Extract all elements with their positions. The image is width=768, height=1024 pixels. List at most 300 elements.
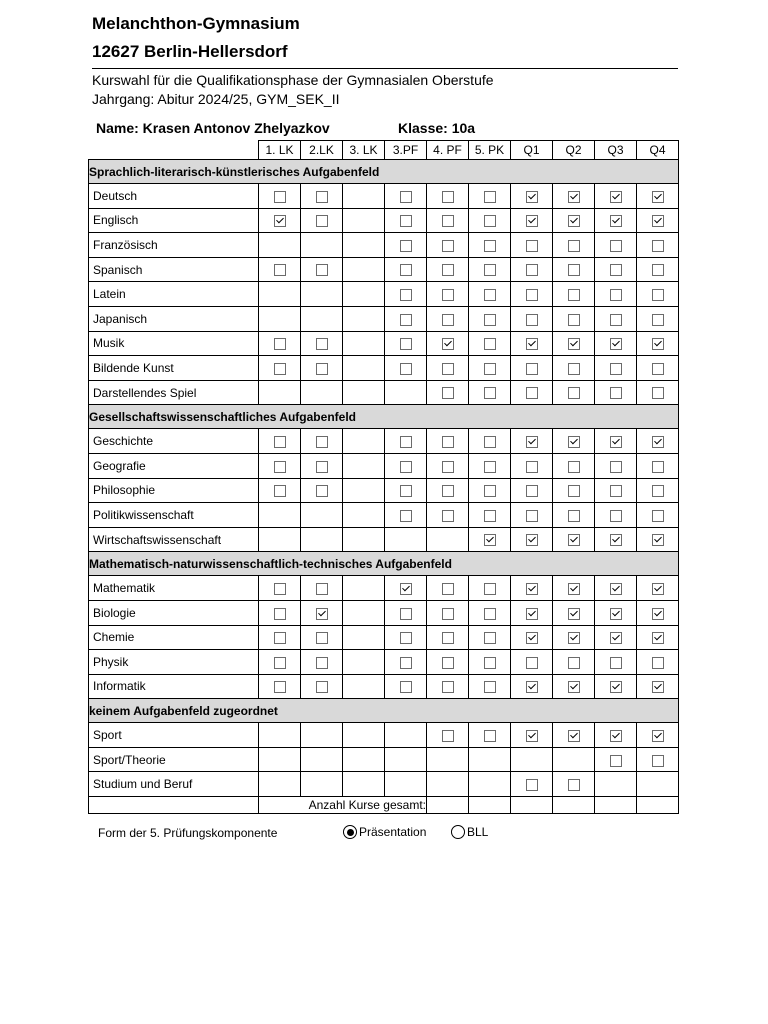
checked-checkbox-icon[interactable]: [568, 583, 580, 595]
checkbox-icon[interactable]: [274, 191, 286, 203]
checked-checkbox-icon[interactable]: [652, 534, 664, 546]
course-cell: [595, 478, 637, 503]
section-title: Sprachlich-literarisch-künstlerisches Aufgabenfeld: [89, 160, 679, 184]
course-cell: [259, 674, 301, 699]
checkbox-icon[interactable]: [610, 657, 622, 669]
checkbox-icon[interactable]: [442, 191, 454, 203]
checkbox-icon[interactable]: [652, 289, 664, 301]
checked-checkbox-icon[interactable]: [526, 215, 538, 227]
course-cell: [637, 747, 679, 772]
checkbox-icon[interactable]: [442, 289, 454, 301]
checkbox-icon[interactable]: [568, 240, 580, 252]
subject-name: Französisch: [89, 233, 259, 258]
table-row: [89, 625, 679, 650]
checkbox-icon[interactable]: [526, 264, 538, 276]
checked-checkbox-icon[interactable]: [526, 583, 538, 595]
table-row: [89, 306, 679, 331]
checkbox-icon[interactable]: [484, 681, 496, 693]
checkbox-icon[interactable]: [316, 583, 328, 595]
checked-checkbox-icon[interactable]: [610, 730, 622, 742]
checkbox-icon[interactable]: [484, 485, 496, 497]
course-cell: [637, 233, 679, 258]
checkbox-icon[interactable]: [484, 289, 496, 301]
course-cell: [385, 503, 427, 528]
checked-checkbox-icon[interactable]: [652, 436, 664, 448]
checkbox-icon[interactable]: [400, 240, 412, 252]
checkbox-icon[interactable]: [652, 755, 664, 767]
checkbox-icon[interactable]: [652, 264, 664, 276]
checkbox-icon[interactable]: [610, 240, 622, 252]
course-cell: [301, 723, 343, 748]
checkbox-icon[interactable]: [442, 215, 454, 227]
checked-checkbox-icon[interactable]: [610, 215, 622, 227]
course-cell: [595, 453, 637, 478]
checked-checkbox-icon[interactable]: [568, 191, 580, 203]
course-cell: [259, 650, 301, 675]
checked-checkbox-icon[interactable]: [610, 338, 622, 350]
checkbox-icon[interactable]: [526, 485, 538, 497]
checkbox-icon[interactable]: [484, 461, 496, 473]
checkbox-icon[interactable]: [568, 363, 580, 375]
checkbox-icon[interactable]: [400, 510, 412, 522]
checkbox-icon[interactable]: [652, 485, 664, 497]
checkbox-icon[interactable]: [316, 215, 328, 227]
course-cell: [469, 747, 511, 772]
course-cell: [637, 282, 679, 307]
checkbox-icon[interactable]: [400, 289, 412, 301]
table-row: [89, 453, 679, 478]
course-cell: [427, 306, 469, 331]
checked-checkbox-icon[interactable]: [652, 191, 664, 203]
checked-checkbox-icon[interactable]: [610, 436, 622, 448]
course-cell: [259, 723, 301, 748]
course-cell: [301, 233, 343, 258]
subject-name: Deutsch: [89, 184, 259, 209]
checkbox-icon[interactable]: [274, 608, 286, 620]
course-cell: [301, 208, 343, 233]
checkbox-icon[interactable]: [274, 681, 286, 693]
course-cell: [427, 331, 469, 356]
checkbox-icon[interactable]: [400, 314, 412, 326]
course-cell: [427, 747, 469, 772]
course-cell: [385, 527, 427, 552]
checked-checkbox-icon[interactable]: [652, 681, 664, 693]
course-cell: [427, 600, 469, 625]
checkbox-icon[interactable]: [568, 289, 580, 301]
checkbox-icon[interactable]: [316, 264, 328, 276]
course-cell: [637, 527, 679, 552]
checked-checkbox-icon[interactable]: [652, 632, 664, 644]
column-header: 4. PF: [427, 141, 469, 160]
course-cell: [637, 356, 679, 381]
checkbox-icon[interactable]: [274, 338, 286, 350]
course-cell: [427, 527, 469, 552]
course-cell: [385, 723, 427, 748]
checked-checkbox-icon[interactable]: [568, 632, 580, 644]
course-cell: [385, 674, 427, 699]
checkbox-icon[interactable]: [442, 314, 454, 326]
subject-name: Chemie: [89, 625, 259, 650]
checkbox-icon[interactable]: [316, 436, 328, 448]
checkbox-icon[interactable]: [484, 608, 496, 620]
course-cell: [259, 331, 301, 356]
checkbox-icon[interactable]: [400, 608, 412, 620]
checkbox-icon[interactable]: [484, 314, 496, 326]
checked-checkbox-icon[interactable]: [568, 681, 580, 693]
checkbox-icon[interactable]: [400, 215, 412, 227]
checked-checkbox-icon[interactable]: [400, 583, 412, 595]
checkbox-icon[interactable]: [316, 461, 328, 473]
checkbox-icon[interactable]: [610, 510, 622, 522]
course-cell: [385, 356, 427, 381]
course-cell: [469, 503, 511, 528]
course-cell: [259, 600, 301, 625]
checkbox-icon[interactable]: [484, 191, 496, 203]
checked-checkbox-icon[interactable]: [526, 436, 538, 448]
course-cell: [259, 306, 301, 331]
checked-checkbox-icon[interactable]: [652, 338, 664, 350]
course-cell: [385, 429, 427, 454]
course-cell: [343, 674, 385, 699]
checkbox-icon[interactable]: [316, 681, 328, 693]
checkbox-icon[interactable]: [274, 363, 286, 375]
checkbox-icon[interactable]: [274, 436, 286, 448]
checked-checkbox-icon[interactable]: [274, 215, 286, 227]
checked-checkbox-icon[interactable]: [568, 730, 580, 742]
course-cell: [427, 576, 469, 601]
subject-name: Musik: [89, 331, 259, 356]
course-cell: [343, 625, 385, 650]
checkbox-icon[interactable]: [442, 363, 454, 375]
course-cell: [343, 356, 385, 381]
checked-checkbox-icon[interactable]: [316, 608, 328, 620]
course-cell: [343, 380, 385, 405]
checkbox-icon[interactable]: [274, 485, 286, 497]
checkbox-icon[interactable]: [400, 657, 412, 669]
checkbox-icon[interactable]: [484, 657, 496, 669]
checkbox-icon[interactable]: [442, 240, 454, 252]
year-line: Jahrgang: Abitur 2024/25, GYM_SEK_II: [92, 91, 340, 107]
checkbox-icon[interactable]: [400, 485, 412, 497]
checkbox-icon[interactable]: [568, 779, 580, 791]
checkbox-icon[interactable]: [652, 387, 664, 399]
checkbox-icon[interactable]: [400, 264, 412, 276]
table-row: [89, 723, 679, 748]
checked-checkbox-icon[interactable]: [526, 681, 538, 693]
course-cell: [427, 282, 469, 307]
course-cell: [511, 282, 553, 307]
checkbox-icon[interactable]: [610, 289, 622, 301]
subject-name: Wirtschaftswissenschaft: [89, 527, 259, 552]
checked-checkbox-icon[interactable]: [652, 583, 664, 595]
course-cell: [511, 650, 553, 675]
checkbox-icon[interactable]: [610, 461, 622, 473]
checkbox-icon[interactable]: [610, 755, 622, 767]
course-cell: [469, 233, 511, 258]
header-divider: [92, 68, 678, 69]
course-cell: [301, 478, 343, 503]
course-cell: [259, 233, 301, 258]
checkbox-icon[interactable]: [484, 264, 496, 276]
checkbox-icon[interactable]: [316, 191, 328, 203]
checkbox-icon[interactable]: [316, 657, 328, 669]
exam-form-label: Form der 5. Prüfungskomponente: [98, 826, 278, 840]
checked-checkbox-icon[interactable]: [610, 632, 622, 644]
table-row: [89, 184, 679, 209]
checkbox-icon[interactable]: [400, 461, 412, 473]
checkbox-icon[interactable]: [526, 510, 538, 522]
course-cell: [259, 625, 301, 650]
checkbox-icon[interactable]: [400, 681, 412, 693]
checkbox-icon[interactable]: [526, 387, 538, 399]
checkbox-icon[interactable]: [484, 632, 496, 644]
checked-checkbox-icon[interactable]: [568, 338, 580, 350]
checkbox-icon[interactable]: [400, 436, 412, 448]
course-cell: [553, 625, 595, 650]
checkbox-icon[interactable]: [568, 314, 580, 326]
course-cell: [637, 478, 679, 503]
course-cell: [595, 747, 637, 772]
checkbox-icon[interactable]: [652, 240, 664, 252]
checkbox-icon[interactable]: [484, 510, 496, 522]
checkbox-icon[interactable]: [610, 363, 622, 375]
checkbox-icon[interactable]: [316, 363, 328, 375]
checkbox-icon[interactable]: [400, 363, 412, 375]
course-cell: [385, 257, 427, 282]
course-cell: [595, 331, 637, 356]
radio-bll[interactable]: [451, 825, 488, 839]
checkbox-icon[interactable]: [610, 387, 622, 399]
checkbox-icon[interactable]: [568, 485, 580, 497]
section-title: Mathematisch-naturwissenschaftlich-technisches Aufgabenfeld: [89, 552, 679, 576]
course-cell: [595, 233, 637, 258]
subject-name: Bildende Kunst: [89, 356, 259, 381]
course-cell: [637, 331, 679, 356]
checkbox-icon[interactable]: [316, 338, 328, 350]
course-cell: [343, 257, 385, 282]
course-cell: [469, 723, 511, 748]
course-cell: [595, 282, 637, 307]
course-cell: [637, 208, 679, 233]
checkbox-icon[interactable]: [526, 461, 538, 473]
course-cell: [553, 723, 595, 748]
course-cell: [385, 184, 427, 209]
checked-checkbox-icon[interactable]: [610, 608, 622, 620]
course-cell: [553, 429, 595, 454]
checkbox-icon[interactable]: [610, 485, 622, 497]
checkbox-icon[interactable]: [316, 632, 328, 644]
course-cell: [343, 576, 385, 601]
course-cell: [469, 453, 511, 478]
course-cell: [343, 747, 385, 772]
course-cell: [595, 650, 637, 675]
course-cell: [511, 208, 553, 233]
column-header: 3.PF: [385, 141, 427, 160]
checked-checkbox-icon[interactable]: [526, 534, 538, 546]
course-cell: [343, 306, 385, 331]
checkbox-icon[interactable]: [568, 461, 580, 473]
subject-name: Geografie: [89, 453, 259, 478]
checkbox-icon[interactable]: [274, 264, 286, 276]
radio-praesentation[interactable]: [343, 825, 426, 839]
course-cell: [343, 650, 385, 675]
total-cell: [469, 797, 511, 814]
checked-checkbox-icon[interactable]: [652, 730, 664, 742]
subject-name: Englisch: [89, 208, 259, 233]
course-cell: [427, 233, 469, 258]
course-cell: [595, 380, 637, 405]
course-cell: [637, 772, 679, 797]
course-cell: [469, 625, 511, 650]
checked-checkbox-icon[interactable]: [484, 534, 496, 546]
checkbox-icon[interactable]: [442, 608, 454, 620]
checkbox-icon[interactable]: [400, 632, 412, 644]
checkbox-icon[interactable]: [484, 215, 496, 227]
checkbox-icon[interactable]: [442, 264, 454, 276]
course-cell: [343, 527, 385, 552]
checked-checkbox-icon[interactable]: [526, 608, 538, 620]
checkbox-icon[interactable]: [484, 363, 496, 375]
checked-checkbox-icon[interactable]: [610, 534, 622, 546]
checkbox-icon[interactable]: [274, 657, 286, 669]
checkbox-icon[interactable]: [400, 191, 412, 203]
checkbox-icon[interactable]: [442, 583, 454, 595]
checkbox-icon[interactable]: [526, 314, 538, 326]
column-header: Q4: [637, 141, 679, 160]
radio-bll-icon[interactable]: [451, 825, 465, 839]
checked-checkbox-icon[interactable]: [610, 681, 622, 693]
checked-checkbox-icon[interactable]: [568, 534, 580, 546]
checkbox-icon[interactable]: [442, 485, 454, 497]
checkbox-icon[interactable]: [526, 779, 538, 791]
subject-name: Studium und Beruf: [89, 772, 259, 797]
header-blank: [89, 141, 259, 160]
checkbox-icon[interactable]: [484, 338, 496, 350]
course-cell: [301, 282, 343, 307]
checkbox-icon[interactable]: [442, 461, 454, 473]
course-cell: [427, 453, 469, 478]
checkbox-icon[interactable]: [442, 730, 454, 742]
course-cell: [259, 453, 301, 478]
checkbox-icon[interactable]: [484, 240, 496, 252]
total-spacer: [89, 797, 259, 814]
course-cell: [595, 576, 637, 601]
checkbox-icon[interactable]: [484, 730, 496, 742]
checkbox-icon[interactable]: [652, 657, 664, 669]
checked-checkbox-icon[interactable]: [652, 215, 664, 227]
course-cell: [553, 306, 595, 331]
checkbox-icon[interactable]: [526, 289, 538, 301]
course-cell: [511, 772, 553, 797]
course-cell: [259, 380, 301, 405]
checked-checkbox-icon[interactable]: [568, 436, 580, 448]
radio-bll-label: BLL: [467, 825, 489, 839]
radio-praesentation-icon[interactable]: [343, 825, 357, 839]
checked-checkbox-icon[interactable]: [610, 191, 622, 203]
column-header: Q3: [595, 141, 637, 160]
checkbox-icon[interactable]: [652, 510, 664, 522]
radio-praesentation-label: Präsentation: [359, 825, 427, 839]
checked-checkbox-icon[interactable]: [526, 338, 538, 350]
course-cell: [553, 503, 595, 528]
course-cell: [385, 747, 427, 772]
subject-name: Mathematik: [89, 576, 259, 601]
course-cell: [427, 674, 469, 699]
checkbox-icon[interactable]: [274, 583, 286, 595]
column-header: 2.LK: [301, 141, 343, 160]
checked-checkbox-icon[interactable]: [526, 191, 538, 203]
checkbox-icon[interactable]: [526, 363, 538, 375]
checkbox-icon[interactable]: [526, 657, 538, 669]
total-cell: [595, 797, 637, 814]
checkbox-icon[interactable]: [610, 264, 622, 276]
checkbox-icon[interactable]: [568, 657, 580, 669]
checkbox-icon[interactable]: [526, 240, 538, 252]
checkbox-icon[interactable]: [652, 461, 664, 473]
checked-checkbox-icon[interactable]: [610, 583, 622, 595]
subject-name: Spanisch: [89, 257, 259, 282]
checkbox-icon[interactable]: [568, 510, 580, 522]
checkbox-icon[interactable]: [316, 485, 328, 497]
course-cell: [511, 306, 553, 331]
checkbox-icon[interactable]: [442, 632, 454, 644]
course-cell: [553, 233, 595, 258]
checkbox-icon[interactable]: [400, 338, 412, 350]
table-row: [89, 576, 679, 601]
course-cell: [301, 429, 343, 454]
course-cell: [385, 282, 427, 307]
course-cell: [343, 208, 385, 233]
checkbox-icon[interactable]: [484, 583, 496, 595]
checkbox-icon[interactable]: [610, 314, 622, 326]
subject-name: Japanisch: [89, 306, 259, 331]
course-cell: [595, 772, 637, 797]
total-cell: [553, 797, 595, 814]
checked-checkbox-icon[interactable]: [568, 608, 580, 620]
checkbox-icon[interactable]: [274, 632, 286, 644]
checkbox-icon[interactable]: [484, 436, 496, 448]
checkbox-icon[interactable]: [442, 510, 454, 522]
checkbox-icon[interactable]: [442, 436, 454, 448]
school-city: 12627 Berlin-Hellersdorf: [92, 42, 288, 61]
subject-name: Darstellendes Spiel: [89, 380, 259, 405]
subject-name: Informatik: [89, 674, 259, 699]
course-cell: [427, 208, 469, 233]
checkbox-icon[interactable]: [568, 264, 580, 276]
checked-checkbox-icon[interactable]: [652, 608, 664, 620]
checkbox-icon[interactable]: [442, 681, 454, 693]
checkbox-icon[interactable]: [274, 461, 286, 473]
checkbox-icon[interactable]: [652, 363, 664, 375]
school-name: Melanchthon-Gymnasium: [92, 14, 300, 33]
column-header: 5. PK: [469, 141, 511, 160]
table-row: [89, 429, 679, 454]
course-cell: [301, 306, 343, 331]
checked-checkbox-icon[interactable]: [526, 730, 538, 742]
course-cell: [385, 208, 427, 233]
checkbox-icon[interactable]: [652, 314, 664, 326]
total-cell: [427, 797, 469, 814]
checked-checkbox-icon[interactable]: [568, 215, 580, 227]
checkbox-icon[interactable]: [442, 657, 454, 669]
checkbox-icon[interactable]: [484, 387, 496, 399]
checked-checkbox-icon[interactable]: [526, 632, 538, 644]
checkbox-icon[interactable]: [568, 387, 580, 399]
course-cell: [301, 453, 343, 478]
checked-checkbox-icon[interactable]: [442, 338, 454, 350]
course-cell: [259, 503, 301, 528]
checkbox-icon[interactable]: [442, 387, 454, 399]
